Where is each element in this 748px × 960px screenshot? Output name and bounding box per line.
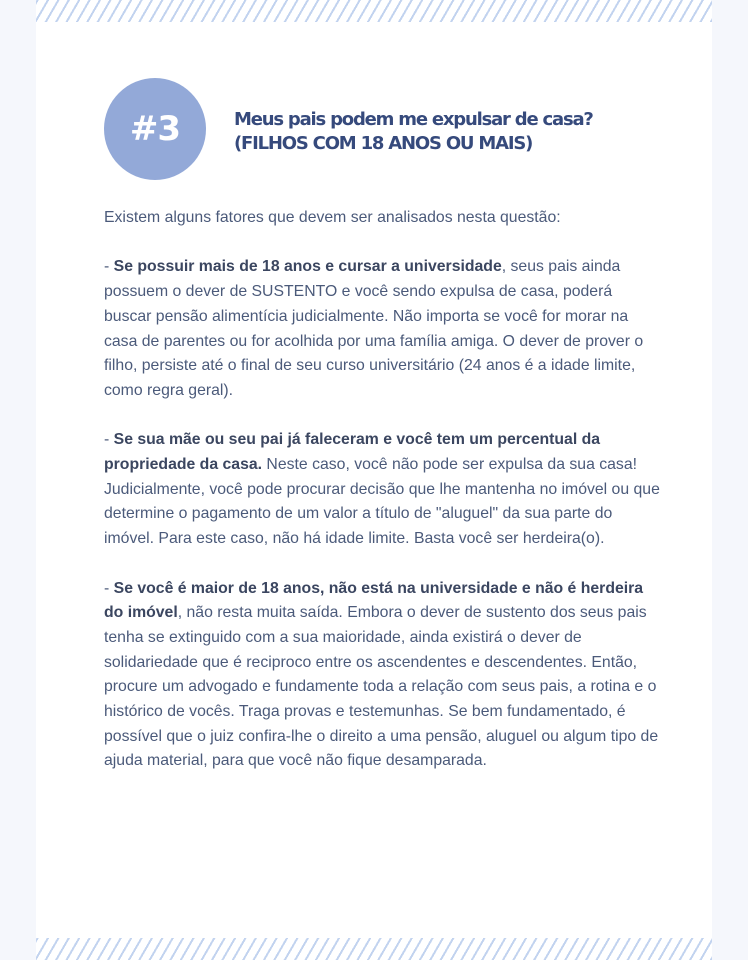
item-text: , seus pais ainda possuem o dever de SUSTENTO e você sendo expulsa de casa, poderá buscar pensão alimentícia judicialmente. Não importa se você for morar na casa de parentes ou for acolhida por uma família amiga. O dever de prover o filho, persiste até o final de seu curso universitário (24 anos é a idade limite, como regra geral). — [104, 258, 644, 399]
item-bold-lead: Se sua mãe ou seu pai já faleceram e você tem um percentual da propriedade da casa. — [104, 431, 601, 473]
title-line-1: Meus pais podem me expulsar de casa? — [234, 109, 593, 130]
title-line-2: (FILHOS COM 18 ANOS OU MAIS) — [234, 133, 533, 154]
item-prefix: - — [104, 579, 114, 597]
section-number-badge — [104, 78, 206, 180]
item-bold-lead: Se você é maior de 18 anos, não está na universidade e não é herdeira do imóvel — [104, 579, 644, 622]
item-paragraph — [104, 428, 660, 552]
item-text: , não resta muita saída. Embora o dever de sustento dos seus pais tenha se extinguido com a sua maioridade, ainda existirá o dever de solidariedade que é reciproco entre os ascendentes e descendentes. Então, procure um advogado e fundamente toda a relação com seus pais, a rotina e o histórico de vocês. Traga provas e testemunhas. Se bem fundamentado, é possível que o juiz confira-lhe o direito a uma pensão, aluguel ou algum tipo de ajuda material, para que você não fique desamparada. — [104, 604, 659, 770]
item-prefix: - — [104, 258, 114, 276]
item-paragraph — [104, 255, 660, 403]
top-stripe-border — [36, 0, 712, 22]
section-title — [234, 108, 674, 156]
section-number: #3 — [129, 109, 181, 149]
item-paragraph — [104, 577, 660, 775]
document-page — [36, 0, 712, 960]
item-text: Neste caso, você não pode ser expulsa da sua casa! Judicialmente, você pode procurar decisão que lhe mantenha no imóvel ou que determine o pagamento de um valor a título de "aluguel" da sua parte do imóvel. Para este caso, não há idade limite. Basta você ser herdeira(o). — [104, 456, 660, 548]
item-bold-lead: Se possuir mais de 18 anos e cursar a universidade — [113, 258, 502, 276]
item-prefix: - — [104, 431, 114, 449]
intro-paragraph: Existem alguns fatores que devem ser analisados nesta questão: — [104, 209, 561, 226]
section-body — [104, 206, 660, 799]
bottom-stripe-border — [36, 938, 712, 960]
